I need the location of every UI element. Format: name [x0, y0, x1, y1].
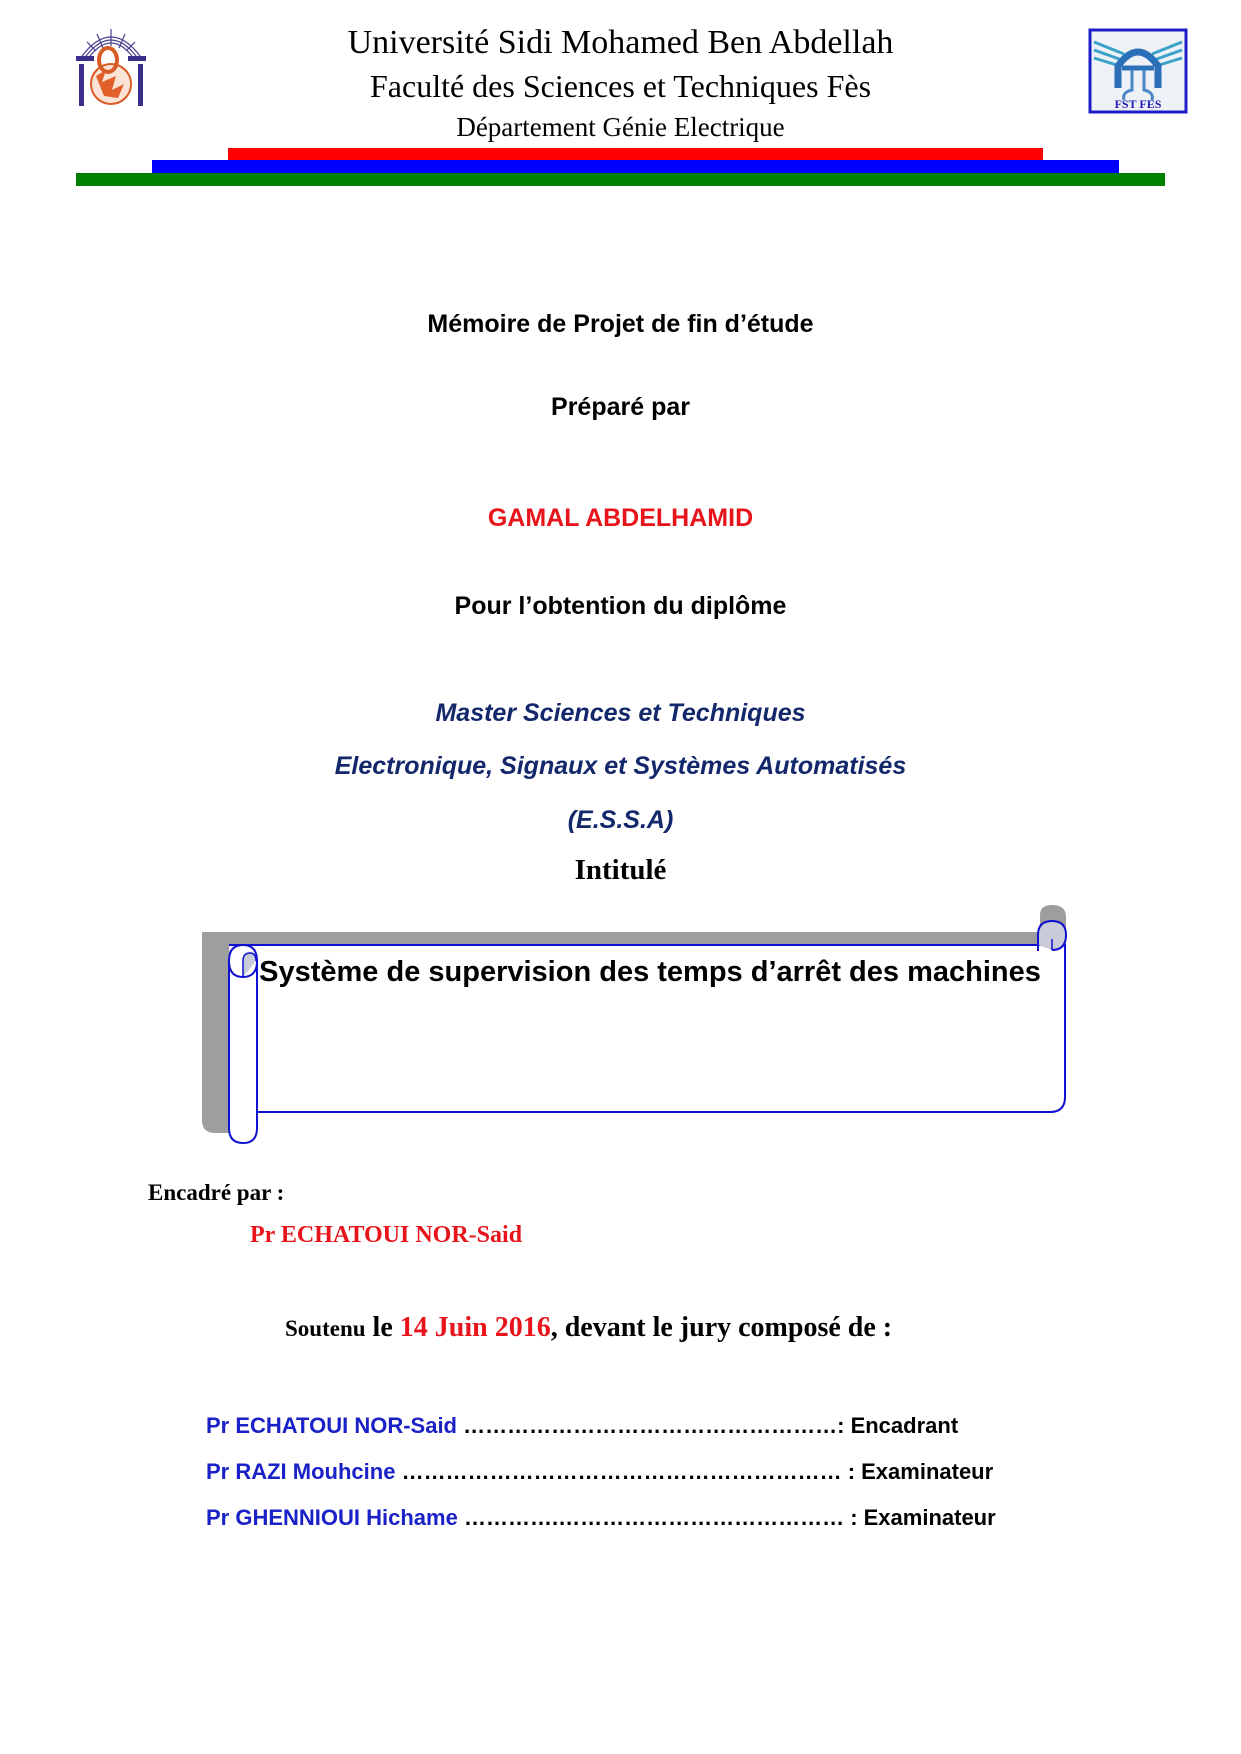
title-scroll-banner	[190, 895, 1080, 1155]
program-line-1: Master Sciences et Techniques	[435, 699, 806, 727]
defense-date: 14 Juin 2016	[399, 1312, 551, 1343]
program-acronym: (E.S.S.A)	[567, 806, 674, 834]
jury-leader-dots: ………….…………………………………	[457, 1505, 851, 1530]
supervisor-label: Encadré par :	[148, 1180, 285, 1205]
defense-le: le	[365, 1312, 400, 1343]
defense-prefix: Soutenu	[285, 1316, 366, 1341]
fst-fes-logo-icon	[1088, 28, 1188, 114]
diploma-label: Pour l’obtention du diplôme	[454, 592, 787, 620]
title-label: Intitulé	[574, 854, 667, 886]
program-line-2: Electronique, Signaux et Systèmes Automatisés	[334, 752, 907, 780]
jury-leader-dots: ……………………………………………………	[395, 1459, 848, 1484]
jury-member-role: : Examinateur	[847, 1459, 994, 1484]
defense-suffix: , devant le jury composé de :	[550, 1312, 893, 1343]
jury-row	[206, 1459, 993, 1485]
department-name: Département Génie Electrique	[456, 112, 785, 142]
memoire-heading: Mémoire de Projet de fin d’étude	[427, 310, 814, 338]
author-name: GAMAL ABDELHAMID	[487, 504, 754, 532]
supervisor-name: Pr ECHATOUI NOR-Said	[250, 1222, 523, 1248]
svg-text:FST FES: FST FES	[1114, 97, 1162, 111]
university-name: Université Sidi Mohamed Ben Abdellah	[347, 24, 894, 61]
header-bar-blue	[152, 160, 1119, 173]
faculty-name: Faculté des Sciences et Techniques Fès	[369, 68, 872, 104]
jury-leader-dots: ……………………………………………	[457, 1413, 838, 1438]
jury-member-name: Pr RAZI Mouhcine	[206, 1459, 396, 1484]
prepared-by-label: Préparé par	[551, 393, 690, 421]
jury-member-name: Pr ECHATOUI NOR-Said	[206, 1413, 457, 1438]
jury-member-role: : Encadrant	[837, 1413, 959, 1438]
jury-row	[206, 1505, 996, 1531]
jury-member-name: Pr GHENNIOUI Hichame	[206, 1505, 458, 1530]
jury-row	[206, 1413, 958, 1439]
header-bar-red	[228, 148, 1043, 160]
thesis-title: Système de supervision des temps d’arrêt des machines	[259, 956, 1041, 988]
header-bar-green	[76, 173, 1165, 186]
defense-line	[285, 1312, 892, 1344]
jury-member-role: : Examinateur	[850, 1505, 996, 1530]
